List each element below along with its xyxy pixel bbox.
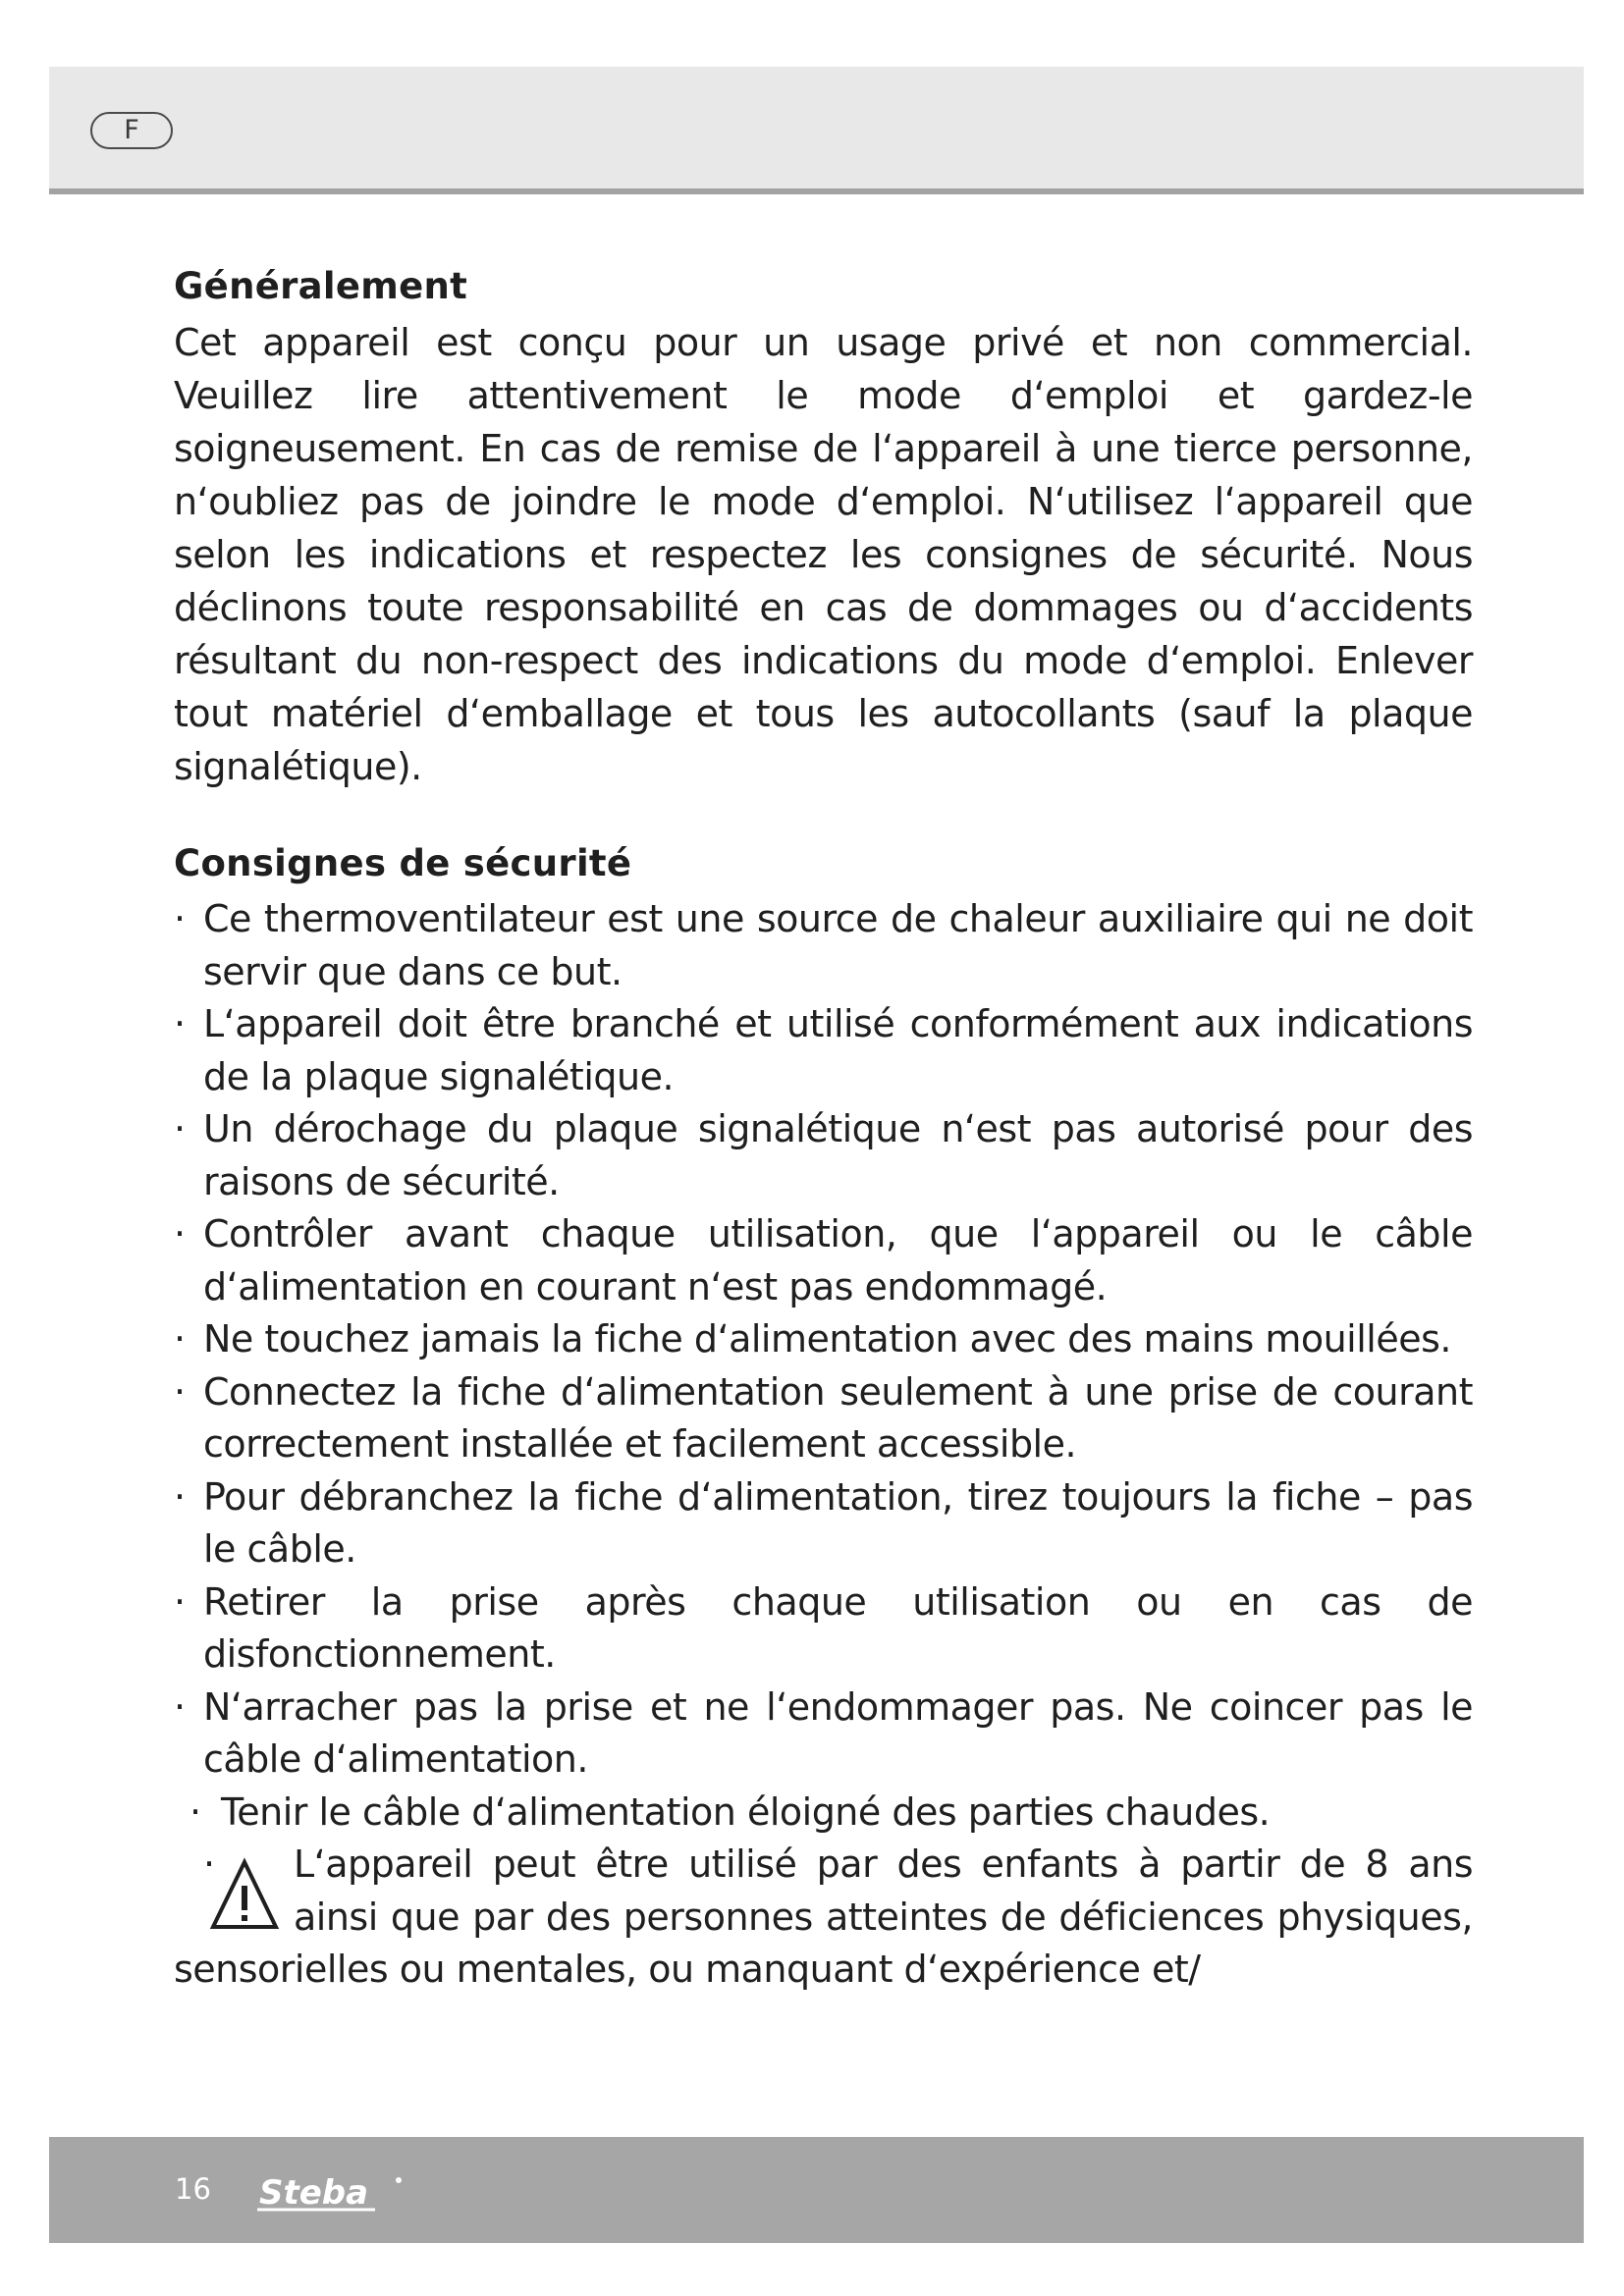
list-item: · Un dérochage du plaque signalétique n‘est pas autorisé pour des raisons de sécurité. bbox=[174, 1107, 1473, 1203]
list-item: · Pour débranchez la fiche d‘alimentation, tirez toujours la fiche – pas le câble. bbox=[174, 1474, 1473, 1571]
list-item: · L‘appareil doit être branché et utilisé conformément aux indications de la plaque signalétique. bbox=[174, 1002, 1473, 1098]
footer-band bbox=[49, 2137, 1584, 2243]
page-number: 16 bbox=[175, 2172, 211, 2206]
safety-heading: Consignes de sécurité bbox=[174, 842, 632, 884]
general-paragraph: Cet appareil est conçu pour un usage privé et non commercial. Veuillez lire attentivement le mode d‘emploi et gardez-le soigneusement. En cas de remise de l‘appareil à une tierce personne, n‘oubliez pas de joindre le mode d‘emploi. N‘utilisez l‘appareil que selon les indications et respectez les consignes de sécurité. Nous déclinons toute responsabilité en cas de dommages ou d‘accidents résultant du non-respect des indications du mode d‘emploi. Enlever tout matériel d‘emballage et tous les autocollants (sauf la plaque signalétique). bbox=[174, 321, 1473, 788]
list-item: · Connectez la fiche d‘alimentation seulement à une prise de courant correctement installée et facilement accessible. bbox=[174, 1369, 1473, 1466]
warning-triangle-icon bbox=[209, 1856, 280, 1937]
header-band bbox=[49, 67, 1584, 194]
list-item: · Tenir le câble d‘alimentation éloigné des parties chaudes. bbox=[189, 1789, 1271, 1834]
list-item: · Ne touchez jamais la fiche d‘alimentation avec des mains mouillées. bbox=[174, 1317, 1451, 1361]
svg-text:Steba: Steba bbox=[259, 2173, 369, 2213]
safety-list bbox=[174, 893, 1473, 1997]
list-item: · Ce thermoventilateur est une source de chaleur auxiliaire qui ne doit servir que dans ce but. bbox=[174, 897, 1473, 993]
general-heading: Généralement bbox=[174, 265, 468, 307]
steba-logo bbox=[255, 2166, 422, 2219]
list-item-warning: · L‘appareil peut être utilisé par des enfants à partir de 8 ans ainsi que par des personnes atteintes de déficiences physiques, sensorielles ou mentales, ou manquant d‘expérience et/ bbox=[174, 1842, 1473, 1991]
language-badge: F bbox=[90, 112, 173, 149]
page-content bbox=[174, 257, 1473, 1997]
list-item: · Contrôler avant chaque utilisation, que l‘appareil ou le câble d‘alimentation en courant n‘est pas endommagé. bbox=[174, 1212, 1473, 1308]
list-item: · Retirer la prise après chaque utilisation ou en cas de disfonctionnement. bbox=[174, 1579, 1473, 1676]
list-item: · N‘arracher pas la prise et ne l‘endommager pas. Ne coincer pas le câble d‘alimentation. bbox=[174, 1684, 1473, 1781]
